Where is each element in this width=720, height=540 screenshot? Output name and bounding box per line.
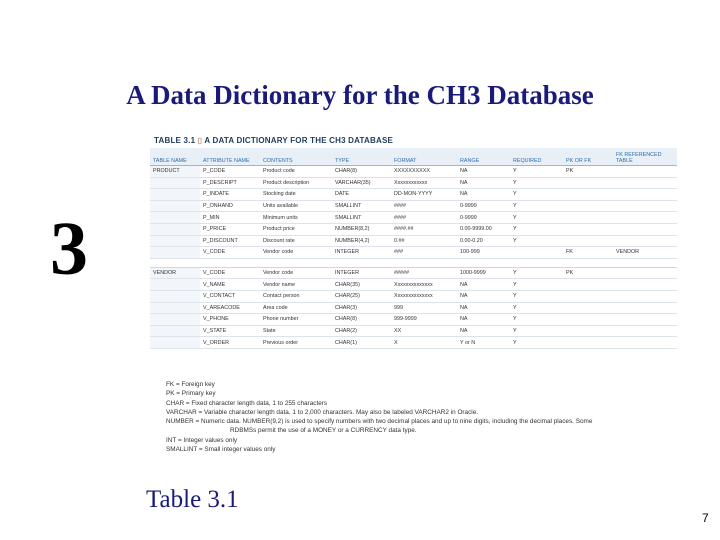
fk-table-cell: [613, 267, 677, 279]
format-cell: XX: [391, 325, 457, 337]
note-line: SMALLINT = Small integer values only: [166, 446, 276, 454]
required-cell: Y: [510, 223, 563, 235]
attribute-name-cell: P_PRICE: [200, 223, 260, 235]
attribute-name-cell: V_PHONE: [200, 314, 260, 326]
figure-title-text: A DATA DICTIONARY FOR THE CH3 DATABASE: [204, 136, 394, 145]
contents-cell: Product price: [260, 223, 332, 235]
range-cell: NA: [457, 314, 510, 326]
fk-table-cell: [613, 279, 677, 291]
attribute-name-cell: V_ORDER: [200, 337, 260, 349]
table-row: [150, 223, 677, 235]
fk-table-cell: [613, 337, 677, 349]
column-header: FK REFERENCED TABLE: [613, 148, 677, 166]
type-cell: NUMBER(8,2): [332, 223, 391, 235]
key-cell: [563, 189, 613, 201]
format-cell: X: [391, 337, 457, 349]
fk-table-cell: VENDOR: [613, 247, 677, 259]
column-header: RANGE: [457, 148, 510, 166]
key-cell: [563, 223, 613, 235]
key-cell: [563, 279, 613, 291]
range-cell: 1000-9999: [457, 267, 510, 279]
format-cell: ####: [391, 212, 457, 224]
contents-cell: Contact person: [260, 290, 332, 302]
format-cell: ###: [391, 247, 457, 259]
figure-caption: Table 3.1: [146, 486, 239, 513]
attribute-name-cell: P_INDATE: [200, 189, 260, 201]
fk-table-cell: [613, 235, 677, 247]
table-name-cell: [150, 337, 200, 349]
required-cell: Y: [510, 314, 563, 326]
table-name-cell: [150, 247, 200, 259]
range-cell: 0.00-9999.00: [457, 223, 510, 235]
table-name-cell: PRODUCT: [150, 166, 200, 178]
contents-cell: Discount rate: [260, 235, 332, 247]
type-cell: SMALLINT: [332, 200, 391, 212]
required-cell: Y: [510, 279, 563, 291]
table-row: [150, 267, 677, 279]
required-cell: Y: [510, 337, 563, 349]
type-cell: CHAR(1): [332, 337, 391, 349]
table-row-separator: [150, 258, 677, 267]
separator-cell: [510, 258, 563, 267]
table-name-cell: [150, 290, 200, 302]
separator-cell: [613, 258, 677, 267]
table-name-cell: [150, 302, 200, 314]
key-cell: [563, 177, 613, 189]
required-cell: Y: [510, 212, 563, 224]
contents-cell: Area code: [260, 302, 332, 314]
key-cell: FK: [563, 247, 613, 259]
required-cell: Y: [510, 290, 563, 302]
table-row: [150, 314, 677, 326]
range-cell: 0-9999: [457, 200, 510, 212]
note-line: CHAR = Fixed character length data, 1 to 255 characters: [166, 399, 328, 407]
required-cell: Y: [510, 302, 563, 314]
type-cell: CHAR(8): [332, 314, 391, 326]
note-line: NUMBER = Numeric data. NUMBER(9,2) is used to specify numbers with two decimal places and up to nine digits, including the decimal places. Some: [166, 418, 593, 426]
type-cell: NUMBER(4,2): [332, 235, 391, 247]
column-header: PK OR FK: [563, 148, 613, 166]
note-line: INT = Integer values only: [166, 436, 238, 444]
column-header: FORMAT: [391, 148, 457, 166]
format-cell: Xxxxxxxxxxxxxx: [391, 279, 457, 291]
table-name-cell: [150, 177, 200, 189]
format-cell: Xxxxxxxxxxxxxx: [391, 290, 457, 302]
format-cell: ####: [391, 200, 457, 212]
range-cell: NA: [457, 279, 510, 291]
type-cell: CHAR(2): [332, 325, 391, 337]
attribute-name-cell: P_DESCRIPT: [200, 177, 260, 189]
fk-table-cell: [613, 200, 677, 212]
column-header: TABLE NAME: [150, 148, 200, 166]
table-notes: [166, 380, 592, 454]
table-name-cell: [150, 314, 200, 326]
fk-table-cell: [613, 212, 677, 224]
page-number: 7: [702, 511, 709, 525]
range-cell: NA: [457, 166, 510, 178]
attribute-name-cell: V_AREACODE: [200, 302, 260, 314]
type-cell: CHAR(3): [332, 302, 391, 314]
key-cell: [563, 212, 613, 224]
range-cell: Y or N: [457, 337, 510, 349]
note-line: FK = Foreign key: [166, 381, 215, 388]
required-cell: Y: [510, 189, 563, 201]
range-cell: NA: [457, 290, 510, 302]
note-line: RDBMSs permit the use of a MONEY or a CURRENCY data type.: [230, 427, 417, 435]
type-cell: CHAR(8): [332, 166, 391, 178]
required-cell: Y: [510, 325, 563, 337]
required-cell: Y: [510, 200, 563, 212]
contents-cell: Vendor code: [260, 267, 332, 279]
required-cell: Y: [510, 267, 563, 279]
range-cell: NA: [457, 189, 510, 201]
attribute-name-cell: P_MIN: [200, 212, 260, 224]
format-cell: 999-9999: [391, 314, 457, 326]
contents-cell: Vendor name: [260, 279, 332, 291]
required-cell: [510, 247, 563, 259]
table-name-cell: [150, 235, 200, 247]
required-cell: Y: [510, 235, 563, 247]
fk-table-cell: [613, 223, 677, 235]
slide-title: A Data Dictionary for the CH3 Database: [126, 80, 594, 110]
fk-table-cell: [613, 166, 677, 178]
separator-cell: [200, 258, 260, 267]
fk-table-cell: [613, 290, 677, 302]
table-name-cell: [150, 212, 200, 224]
range-cell: 0.00-0.20: [457, 235, 510, 247]
range-cell: 100-999: [457, 247, 510, 259]
table-row: [150, 247, 677, 259]
data-dictionary-table: [150, 148, 677, 349]
required-cell: Y: [510, 166, 563, 178]
separator-cell: [391, 258, 457, 267]
format-cell: XXXXXXXXXX: [391, 166, 457, 178]
format-cell: DD-MON-YYYY: [391, 189, 457, 201]
separator-cell: [150, 258, 200, 267]
contents-cell: Minimum units: [260, 212, 332, 224]
attribute-name-cell: V_CODE: [200, 267, 260, 279]
table-row: [150, 212, 677, 224]
range-cell: NA: [457, 302, 510, 314]
key-cell: [563, 325, 613, 337]
table-row: [150, 279, 677, 291]
type-cell: INTEGER: [332, 267, 391, 279]
fk-table-cell: [613, 177, 677, 189]
contents-cell: Vendor code: [260, 247, 332, 259]
table-name-cell: [150, 189, 200, 201]
required-cell: Y: [510, 177, 563, 189]
column-header: TYPE: [332, 148, 391, 166]
contents-cell: Stocking date: [260, 189, 332, 201]
format-cell: ####.##: [391, 223, 457, 235]
table-row: [150, 189, 677, 201]
table-name-cell: [150, 223, 200, 235]
note-line: VARCHAR = Variable character length data, 1 to 2,000 characters. May also be labeled VARCHAR2 in Oracle.: [166, 408, 479, 416]
fk-table-cell: [613, 314, 677, 326]
contents-cell: Previous order: [260, 337, 332, 349]
format-cell: #####: [391, 267, 457, 279]
type-cell: CHAR(25): [332, 290, 391, 302]
column-header: CONTENTS: [260, 148, 332, 166]
key-cell: [563, 200, 613, 212]
column-header: REQUIRED: [510, 148, 563, 166]
note-line: PK = Primary key: [166, 390, 216, 398]
contents-cell: State: [260, 325, 332, 337]
table-name-cell: [150, 200, 200, 212]
contents-cell: Phone number: [260, 314, 332, 326]
key-cell: [563, 314, 613, 326]
type-cell: SMALLINT: [332, 212, 391, 224]
table-name-cell: VENDOR: [150, 267, 200, 279]
chapter-number: 3: [50, 207, 88, 291]
attribute-name-cell: V_CODE: [200, 247, 260, 259]
table-row: [150, 290, 677, 302]
format-cell: Xxxxxxxxxxxx: [391, 177, 457, 189]
type-cell: INTEGER: [332, 247, 391, 259]
range-cell: NA: [457, 177, 510, 189]
separator-cell: [563, 258, 613, 267]
table-header-row: [150, 148, 677, 166]
type-cell: CHAR(35): [332, 279, 391, 291]
key-cell: [563, 337, 613, 349]
attribute-name-cell: P_DISCOUNT: [200, 235, 260, 247]
table-row: [150, 337, 677, 349]
key-cell: [563, 235, 613, 247]
separator-cell: [332, 258, 391, 267]
type-cell: VARCHAR(35): [332, 177, 391, 189]
key-cell: [563, 302, 613, 314]
attribute-name-cell: P_ONHAND: [200, 200, 260, 212]
key-cell: PK: [563, 166, 613, 178]
range-cell: 0-9999: [457, 212, 510, 224]
figure-title: [154, 136, 393, 145]
type-cell: DATE: [332, 189, 391, 201]
range-cell: NA: [457, 325, 510, 337]
format-cell: 999: [391, 302, 457, 314]
column-header: ATTRIBUTE NAME: [200, 148, 260, 166]
table-row: [150, 177, 677, 189]
contents-cell: Product code: [260, 166, 332, 178]
fk-table-cell: [613, 302, 677, 314]
separator-cell: [260, 258, 332, 267]
table-row: [150, 235, 677, 247]
table-name-cell: [150, 325, 200, 337]
table-row: [150, 200, 677, 212]
attribute-name-cell: V_NAME: [200, 279, 260, 291]
fk-table-cell: [613, 325, 677, 337]
table-row: [150, 166, 677, 178]
data-dictionary-figure: [150, 128, 677, 468]
key-cell: PK: [563, 267, 613, 279]
format-cell: 0.##: [391, 235, 457, 247]
attribute-name-cell: V_STATE: [200, 325, 260, 337]
contents-cell: Units available: [260, 200, 332, 212]
attribute-name-cell: V_CONTACT: [200, 290, 260, 302]
key-cell: [563, 290, 613, 302]
table-name-cell: [150, 279, 200, 291]
separator-cell: [457, 258, 510, 267]
figure-title-prefix: TABLE 3.1: [154, 136, 196, 145]
figure-title-marker-icon: ▯: [197, 136, 203, 145]
attribute-name-cell: P_CODE: [200, 166, 260, 178]
contents-cell: Product description: [260, 177, 332, 189]
fk-table-cell: [613, 189, 677, 201]
table-row: [150, 325, 677, 337]
table-row: [150, 302, 677, 314]
